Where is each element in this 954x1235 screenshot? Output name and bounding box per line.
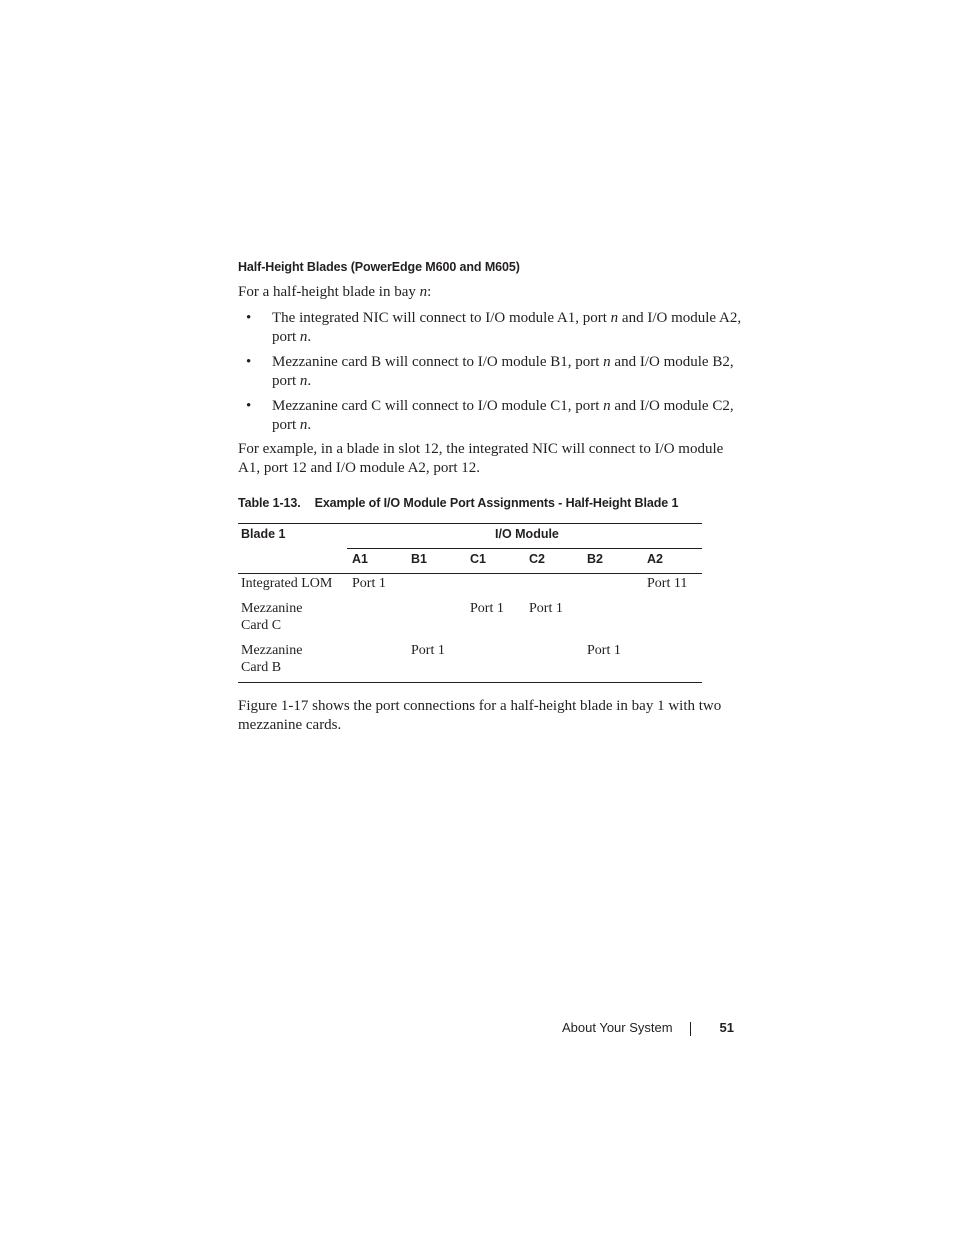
bullet-text: The integrated NIC will connect to I/O module A1, port bbox=[272, 310, 611, 326]
bullet-variable: n bbox=[603, 398, 611, 414]
example-paragraph: For example, in a blade in slot 12, the integrated NIC will connect to I/O module A1, port 12 and I/O module A2, port 12. bbox=[238, 441, 724, 476]
bullet-variable: n bbox=[299, 329, 308, 345]
io-module-header: I/O Module bbox=[495, 527, 559, 541]
bullet-text: and I/O module C2, port bbox=[272, 398, 734, 433]
bullet-text: . bbox=[307, 373, 312, 389]
bullet-text: and I/O module B2, port bbox=[272, 354, 734, 389]
port-assignment-table bbox=[238, 523, 702, 683]
bullet-variable: n bbox=[603, 354, 611, 370]
bullet-text: . bbox=[307, 329, 312, 345]
bullet-text: . bbox=[307, 417, 312, 433]
column-header-b1: B1 bbox=[411, 552, 427, 566]
bullet-text: Mezzanine card B will connect to I/O module B1, port bbox=[272, 354, 604, 370]
bullet-variable: n bbox=[610, 310, 619, 326]
group-header-rule bbox=[347, 548, 702, 549]
intro-suffix: : bbox=[427, 284, 432, 300]
footer-divider bbox=[690, 1022, 691, 1036]
table-caption-title: Example of I/O Module Port Assignments - Half-Height Blade 1 bbox=[314, 496, 679, 510]
column-header-c2: C2 bbox=[529, 552, 545, 566]
table-top-rule bbox=[238, 523, 702, 524]
row-label-mezzanine-card-c: Mezzanine Card C bbox=[241, 601, 303, 633]
table-caption bbox=[238, 496, 678, 510]
column-header-c1: C1 bbox=[470, 552, 486, 566]
table-cell: Port 1 bbox=[587, 643, 621, 658]
intro-text: For a half-height blade in bay bbox=[238, 284, 420, 300]
list-item bbox=[238, 353, 748, 391]
bullet-glyph: • bbox=[246, 310, 252, 326]
table-cell: Port 11 bbox=[647, 576, 688, 591]
bullet-list bbox=[238, 309, 748, 441]
bullet-text: Mezzanine card C will connect to I/O module C1, port bbox=[272, 398, 604, 414]
table-cell: Port 1 bbox=[470, 601, 504, 616]
page-number: 51 bbox=[719, 1020, 734, 1035]
closing-paragraph: Figure 1-17 shows the port connections for a half-height blade in bay 1 with two mezzanine cards. bbox=[238, 698, 722, 733]
header-bottom-rule bbox=[238, 573, 702, 574]
page-footer bbox=[562, 1020, 734, 1038]
table-cell: Port 1 bbox=[411, 643, 445, 658]
bullet-glyph: • bbox=[246, 398, 252, 414]
footer-section-title: About Your System bbox=[562, 1020, 673, 1035]
list-item bbox=[238, 309, 748, 347]
section-heading: Half-Height Blades (PowerEdge M600 and M605) bbox=[238, 260, 520, 274]
blade-column-header: Blade 1 bbox=[241, 527, 286, 541]
table-caption-number: Table 1-13. bbox=[238, 496, 301, 510]
table-cell: Port 1 bbox=[352, 576, 386, 591]
column-header-a1: A1 bbox=[352, 552, 368, 566]
bullet-variable: n bbox=[299, 373, 308, 389]
list-item bbox=[238, 397, 748, 435]
bullet-variable: n bbox=[299, 417, 308, 433]
bullet-glyph: • bbox=[246, 354, 252, 370]
intro-paragraph bbox=[238, 284, 431, 301]
table-bottom-rule bbox=[238, 682, 702, 683]
row-label-integrated-lom: Integrated LOM bbox=[241, 576, 333, 591]
column-header-b2: B2 bbox=[587, 552, 603, 566]
column-header-a2: A2 bbox=[647, 552, 663, 566]
intro-variable: n bbox=[419, 284, 428, 300]
bullet-text: and I/O module A2, port bbox=[272, 310, 742, 345]
table-cell: Port 1 bbox=[529, 601, 563, 616]
row-label-mezzanine-card-b: Mezzanine Card B bbox=[241, 643, 303, 675]
